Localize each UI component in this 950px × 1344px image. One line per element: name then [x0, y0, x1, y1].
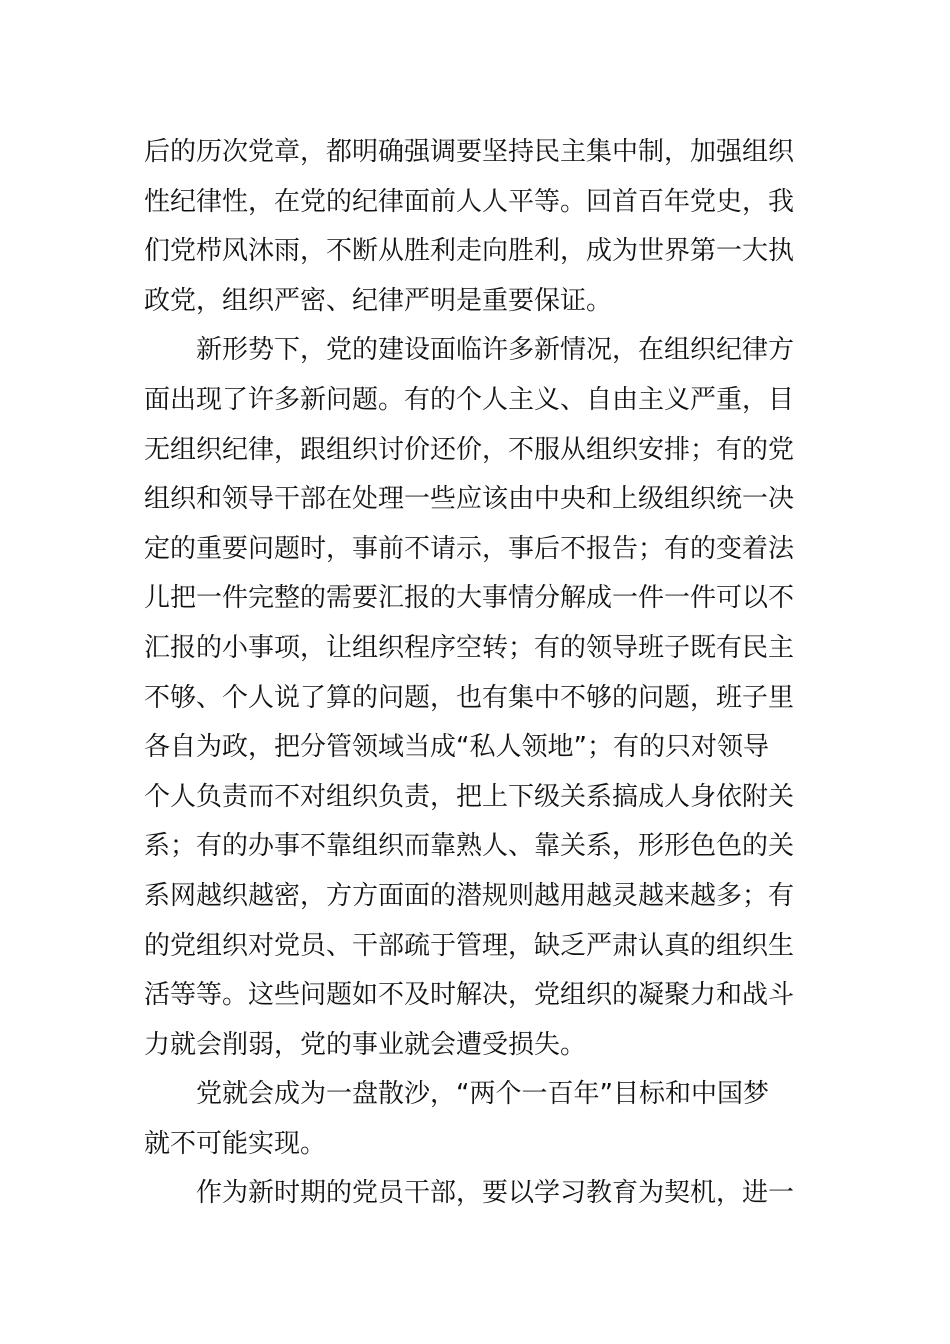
paragraph-2-line-3: 无组织纪律，跟组织讨价还价，不服从组织安排；有的党: [144, 434, 795, 465]
document-body: [144, 128, 814, 1219]
paragraph-2-line-2: 面出现了许多新问题。有的个人主义、自由主义严重，目: [144, 384, 795, 415]
paragraph-2-line-7: 汇报的小事项，让组织程序空转；有的领导班子既有民主: [144, 632, 795, 663]
paragraph-2-line-6: 儿把一件完整的需要汇报的大事情分解成一件一件可以不: [144, 583, 795, 614]
paragraph-2-line-12: 系网越织越密，方方面面的潜规则越用越灵越来越多；有: [144, 880, 795, 911]
paragraph-2-line-1: 新形势下，党的建设面临许多新情况，在组织纪律方: [196, 335, 795, 366]
paragraph-2-line-5: 定的重要问题时，事前不请示，事后不报告；有的变着法: [144, 533, 795, 564]
paragraph-4-line-1: 作为新时期的党员干部，要以学习教育为契机，进一: [196, 1178, 795, 1209]
paragraph-1-line-1: 后的历次党章，都明确强调要坚持民主集中制，加强组织: [144, 137, 795, 167]
paragraph-3-line-1: 党就会成为一盘散沙，“两个一百年”目标和中国梦: [196, 1079, 769, 1110]
paragraph-2-line-8: 不够、个人说了算的问题，也有集中不够的问题，班子里: [144, 682, 795, 713]
paragraph-2-line-9: 各自为政，把分管领域当成“私人领地”；有的只对领导: [144, 732, 769, 763]
paragraph-1-line-2: 性纪律性，在党的纪律面前人人平等。回首百年党史，我: [144, 186, 795, 217]
paragraph-1-line-3: 们党栉风沐雨，不断从胜利走向胜利，成为世界第一大执: [144, 236, 795, 267]
paragraph-3-line-2: 就不可能实现。: [144, 1128, 327, 1159]
paragraph-2-line-11: 系；有的办事不靠组织而靠熟人、靠关系，形形色色的关: [144, 831, 795, 862]
paragraph-1-line-4: 政党，组织严密、纪律严明是重要保证。: [144, 285, 613, 316]
paragraph-2-line-14: 活等等。这些问题如不及时解决，党组织的凝聚力和战斗: [144, 980, 795, 1011]
paragraph-2-line-15: 力就会削弱，党的事业就会遭受损失。: [144, 1029, 587, 1060]
paragraph-2-line-10: 个人负责而不对组织负责，把上下级关系搞成人身依附关: [144, 781, 795, 812]
paragraph-2-line-13: 的党组织对党员、干部疏于管理，缺乏严肃认真的组织生: [144, 930, 795, 961]
paragraph-2-line-4: 组织和领导干部在处理一些应该由中央和上级组织统一决: [144, 484, 795, 515]
